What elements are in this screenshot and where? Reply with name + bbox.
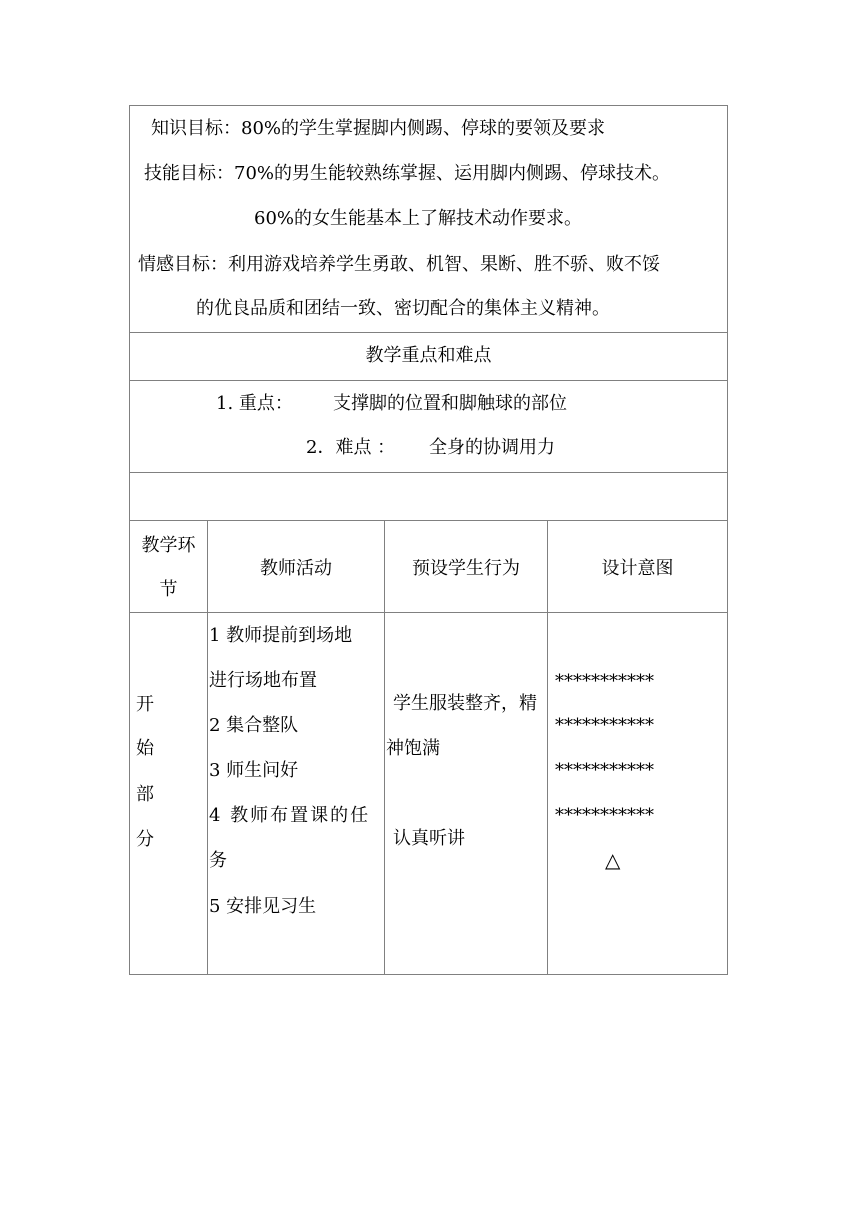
teacher-position-icon: △ bbox=[605, 848, 621, 872]
student-behavior-cell bbox=[385, 613, 548, 974]
stage-char: 部 bbox=[136, 784, 154, 805]
formation-row: *********** bbox=[555, 671, 654, 692]
focus-heading-row bbox=[129, 333, 728, 381]
empty-row bbox=[129, 473, 728, 521]
goal-skill: 技能目标：70%的男生能较熟练掌握、运用脚内侧踢、停球技术。 bbox=[144, 163, 671, 184]
header-design-label: 设计意图 bbox=[601, 557, 674, 579]
header-stage-line1: 教学环 bbox=[141, 535, 196, 556]
header-design bbox=[548, 521, 727, 612]
difficulty-text: 全身的协调用力 bbox=[429, 437, 555, 458]
header-teacher bbox=[208, 521, 385, 612]
goal-skill-female: 60%的女生能基本上了解技术动作要求。 bbox=[254, 208, 583, 229]
teacher-line: 2 集合整队 bbox=[209, 715, 299, 736]
teacher-line: 3 师生问好 bbox=[209, 760, 299, 781]
formation-row: *********** bbox=[555, 805, 654, 826]
formation-row: *********** bbox=[555, 760, 654, 781]
table-header-row bbox=[129, 521, 728, 613]
lesson-plan-document bbox=[129, 105, 728, 975]
teacher-line: 务 bbox=[209, 850, 227, 871]
header-student-label: 预设学生行为 bbox=[412, 557, 520, 579]
teacher-line: 5 安排见习生 bbox=[209, 896, 317, 917]
student-line: 神饱满 bbox=[386, 738, 440, 759]
design-intent-cell bbox=[548, 613, 727, 974]
teacher-line: 进行场地布置 bbox=[209, 670, 317, 691]
student-line: 认真听讲 bbox=[393, 828, 465, 849]
goal-knowledge: 知识目标：80%的学生掌握脚内侧踢、停球的要领及要求 bbox=[151, 118, 606, 139]
header-student bbox=[385, 521, 548, 612]
stage-char: 始 bbox=[136, 738, 154, 759]
formation-row: *********** bbox=[555, 715, 654, 736]
focus-heading: 教学重点和难点 bbox=[365, 345, 492, 366]
stage-cell bbox=[130, 613, 208, 974]
difficulty-label: 2．难点 ： bbox=[306, 437, 396, 458]
key-point-label: 1. 重点： bbox=[216, 393, 293, 414]
header-teacher-label: 教师活动 bbox=[260, 557, 332, 579]
focus-points-row bbox=[129, 381, 728, 473]
stage-char: 分 bbox=[136, 829, 154, 850]
table-row bbox=[129, 613, 728, 975]
teacher-activity-cell bbox=[208, 613, 385, 974]
goals-section bbox=[129, 105, 728, 333]
goal-emotion: 情感目标：利用游戏培养学生勇敢、机智、果断、胜不骄、败不馁 bbox=[138, 254, 660, 275]
key-point-text: 支撑脚的位置和脚触球的部位 bbox=[333, 393, 567, 414]
student-line: 学生服装整齐，精 bbox=[393, 693, 537, 714]
teacher-line: 4 教师布置课的任 bbox=[209, 805, 371, 826]
teacher-line: 1 教师提前到场地 bbox=[209, 625, 353, 646]
header-stage-line2: 节 bbox=[159, 579, 178, 600]
header-stage bbox=[130, 521, 208, 612]
stage-char: 开 bbox=[136, 694, 154, 715]
goal-emotion-cont: 的优良品质和团结一致、密切配合的集体主义精神。 bbox=[196, 298, 610, 319]
